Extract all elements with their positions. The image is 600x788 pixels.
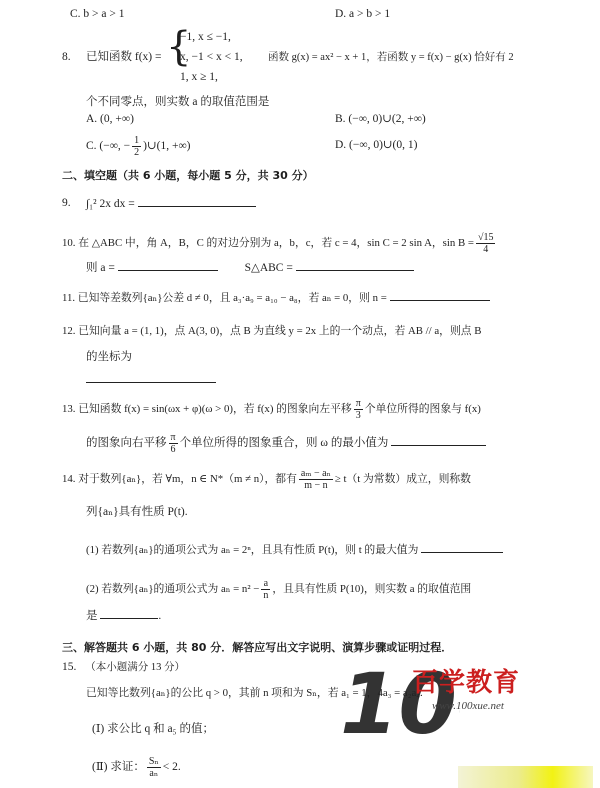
q13-line-2-post: 个单位所得的图象重合，则 ω 的最小值为 — [179, 437, 389, 450]
q8-option-c — [86, 135, 190, 158]
q14-sub-2-line-2-text: 是 — [86, 610, 98, 622]
q15-line-1: 已知等比数列{aₙ}的公比 q > 0，其前 n 项和为 Sₙ，若 a₁ = 1，4a₃ = a₂a₄. — [86, 687, 423, 699]
q13-shift-right-fraction — [169, 432, 178, 455]
fraction-numerator: a — [261, 578, 270, 590]
q10-line-2 — [86, 260, 414, 276]
fraction-denominator: 2 — [134, 147, 140, 158]
q8-number: 8. — [62, 51, 71, 63]
q8-case-3: 1, x ≥ 1, — [180, 71, 218, 83]
q11-line — [62, 290, 490, 306]
fraction-numerator: 1 — [134, 135, 140, 146]
q15-sub-2-pre: (Ⅱ) 求证： — [92, 761, 145, 774]
q8-line-2: 个不同零点，则实数 a 的取值范围是 — [86, 96, 270, 108]
fraction-numerator: Sₙ — [148, 756, 159, 767]
q10-area-blank[interactable] — [296, 260, 414, 271]
q11-answer-blank[interactable] — [390, 290, 490, 301]
q14-fraction — [299, 468, 333, 491]
q10-area-label: S△ABC = — [244, 262, 293, 274]
q10-sinb-fraction — [476, 232, 496, 255]
q15-sub-1: (Ⅰ) 求公比 q 和 a₅ 的值； — [92, 723, 214, 735]
q9-answer-blank[interactable] — [138, 196, 256, 207]
q8-case-2: x, −1 < x < 1, — [180, 51, 243, 63]
q8-stem-rest: 函数 g(x) = ax² − x + 1，若函数 y = f(x) − g(x) 恰好有 2 — [268, 52, 514, 63]
fraction-numerator: π — [355, 398, 361, 409]
q8-option-a: A. (0, +∞) — [86, 113, 134, 125]
fraction-numerator: aₘ − aₙ — [300, 468, 331, 479]
q13-line-2 — [86, 432, 486, 455]
q14-stem: 14. 对于数列{aₙ}，若 ∀m，n ∈ N*（m ≠ n），都有 — [62, 472, 297, 485]
q10-stem: 10. 在 △ABC 中，角 A，B，C 的对边分别为 a，b，c，若 c = 4，sin C = 2 sin A，sin B = — [62, 236, 474, 249]
fraction-denominator: m − n — [304, 480, 328, 491]
q12-line-1: 12. 已知向量 a = (1, 1)，点 A(3, 0)，点 B 为直线 y = 2x 上的一个动点，若 AB // a，则点 B — [62, 325, 482, 337]
q13-stem: 13. 已知函数 f(x) = sin(ωx + φ)(ω > 0)，若 f(x) 的图象向左平移 — [62, 402, 352, 415]
q14-line-1 — [62, 468, 471, 491]
q15-header — [62, 660, 185, 675]
fraction-denominator: 6 — [170, 444, 176, 455]
q8-option-c-post: )∪(1, +∞) — [143, 140, 191, 153]
q8-option-b: B. (−∞, 0)∪(2, +∞) — [335, 113, 426, 125]
q14-stem-post: ≥ t（t 为常数）成立，则称数 — [334, 472, 471, 485]
q14-sub-2-blank[interactable] — [100, 608, 158, 619]
yellow-highlight-strip — [458, 766, 593, 788]
q8-stem: 已知函数 f(x) = — [86, 51, 162, 63]
q12-line-2: 的坐标为 — [86, 351, 132, 363]
q12-answer-line — [86, 372, 216, 388]
q7-option-c: C. b > a > 1 — [70, 8, 125, 20]
q11-stem: 11. 已知等差数列{aₙ}公差 d ≠ 0，且 a₃·a₉ = a₁₀ − a₈，若 aₙ = 0，则 n = — [62, 292, 387, 304]
q9-line — [86, 196, 256, 212]
q14-sub-2-post: ，且具有性质 P(10)，则实数 a 的取值范围 — [272, 582, 472, 595]
fraction-denominator: 3 — [355, 410, 361, 421]
fraction-denominator: n — [263, 590, 269, 601]
q14-sub-2-pre: (2) 若数列{aₙ}的通项公式为 aₙ = n² − — [86, 582, 260, 595]
fraction-denominator: aₙ — [149, 768, 159, 779]
watermark-100-digits: 10 — [340, 655, 457, 745]
q13-stem-post: 个单位所得的图象与 f(x) — [364, 402, 481, 415]
q15-score: （本小题满分 13 分） — [85, 662, 185, 673]
q10-line-1 — [62, 232, 497, 255]
q14-sub-2-fraction — [261, 578, 270, 601]
q14-sub-2-line-2: 是 . — [86, 610, 162, 622]
watermark-brand-name: 百学教育 — [412, 668, 521, 698]
section-3-heading: 三、解答题共 6 小题，共 80 分．解答应写出文字说明、演算步骤或证明过程． — [62, 641, 453, 654]
q14-sub-1 — [86, 542, 503, 558]
q14-sub-1-blank[interactable] — [421, 542, 503, 553]
q10-a-blank[interactable] — [118, 260, 218, 271]
section-2-heading: 二、填空题（共 6 小题，每小题 5 分，共 30 分） — [62, 169, 314, 182]
q9-number: 9. — [62, 197, 71, 209]
q14-line-2: 列{aₙ}具有性质 P(t). — [86, 506, 188, 518]
q14-sub-2 — [86, 578, 471, 601]
q9-expression: ∫₁² 2x dx = — [86, 198, 135, 210]
q8-option-d: D. (−∞, 0)∪(0, 1) — [335, 139, 418, 151]
fraction-numerator: √15 — [477, 232, 494, 243]
piecewise-brace: { — [166, 24, 192, 70]
q8-option-c-pre: C. (−∞, − — [86, 140, 131, 153]
q13-line-1 — [62, 398, 481, 421]
q8-option-c-fraction — [132, 135, 141, 158]
q13-line-2-pre: 的图象向右平移 — [86, 437, 167, 450]
q13-answer-blank[interactable] — [391, 435, 486, 446]
q15-sub-2-post: < 2. — [162, 761, 181, 774]
q13-shift-left-fraction — [354, 398, 363, 421]
q14-sub-1-text: (1) 若数列{aₙ}的通项公式为 aₙ = 2ⁿ，且具有性质 P(t)，则 t 的最大值为 — [86, 544, 419, 556]
fraction-denominator: 4 — [483, 244, 489, 255]
q10-a-label: 则 a = — [86, 262, 115, 274]
watermark-url: www.100xue.net — [432, 700, 504, 712]
q15-sub-2-fraction — [147, 756, 161, 779]
fraction-numerator: π — [170, 432, 176, 443]
q15-number: 15. — [62, 661, 77, 673]
q15-sub-2 — [92, 756, 181, 779]
q8-case-1: −1, x ≤ −1, — [180, 31, 231, 43]
q12-answer-blank[interactable] — [86, 372, 216, 383]
q7-option-d: D. a > b > 1 — [335, 8, 391, 20]
